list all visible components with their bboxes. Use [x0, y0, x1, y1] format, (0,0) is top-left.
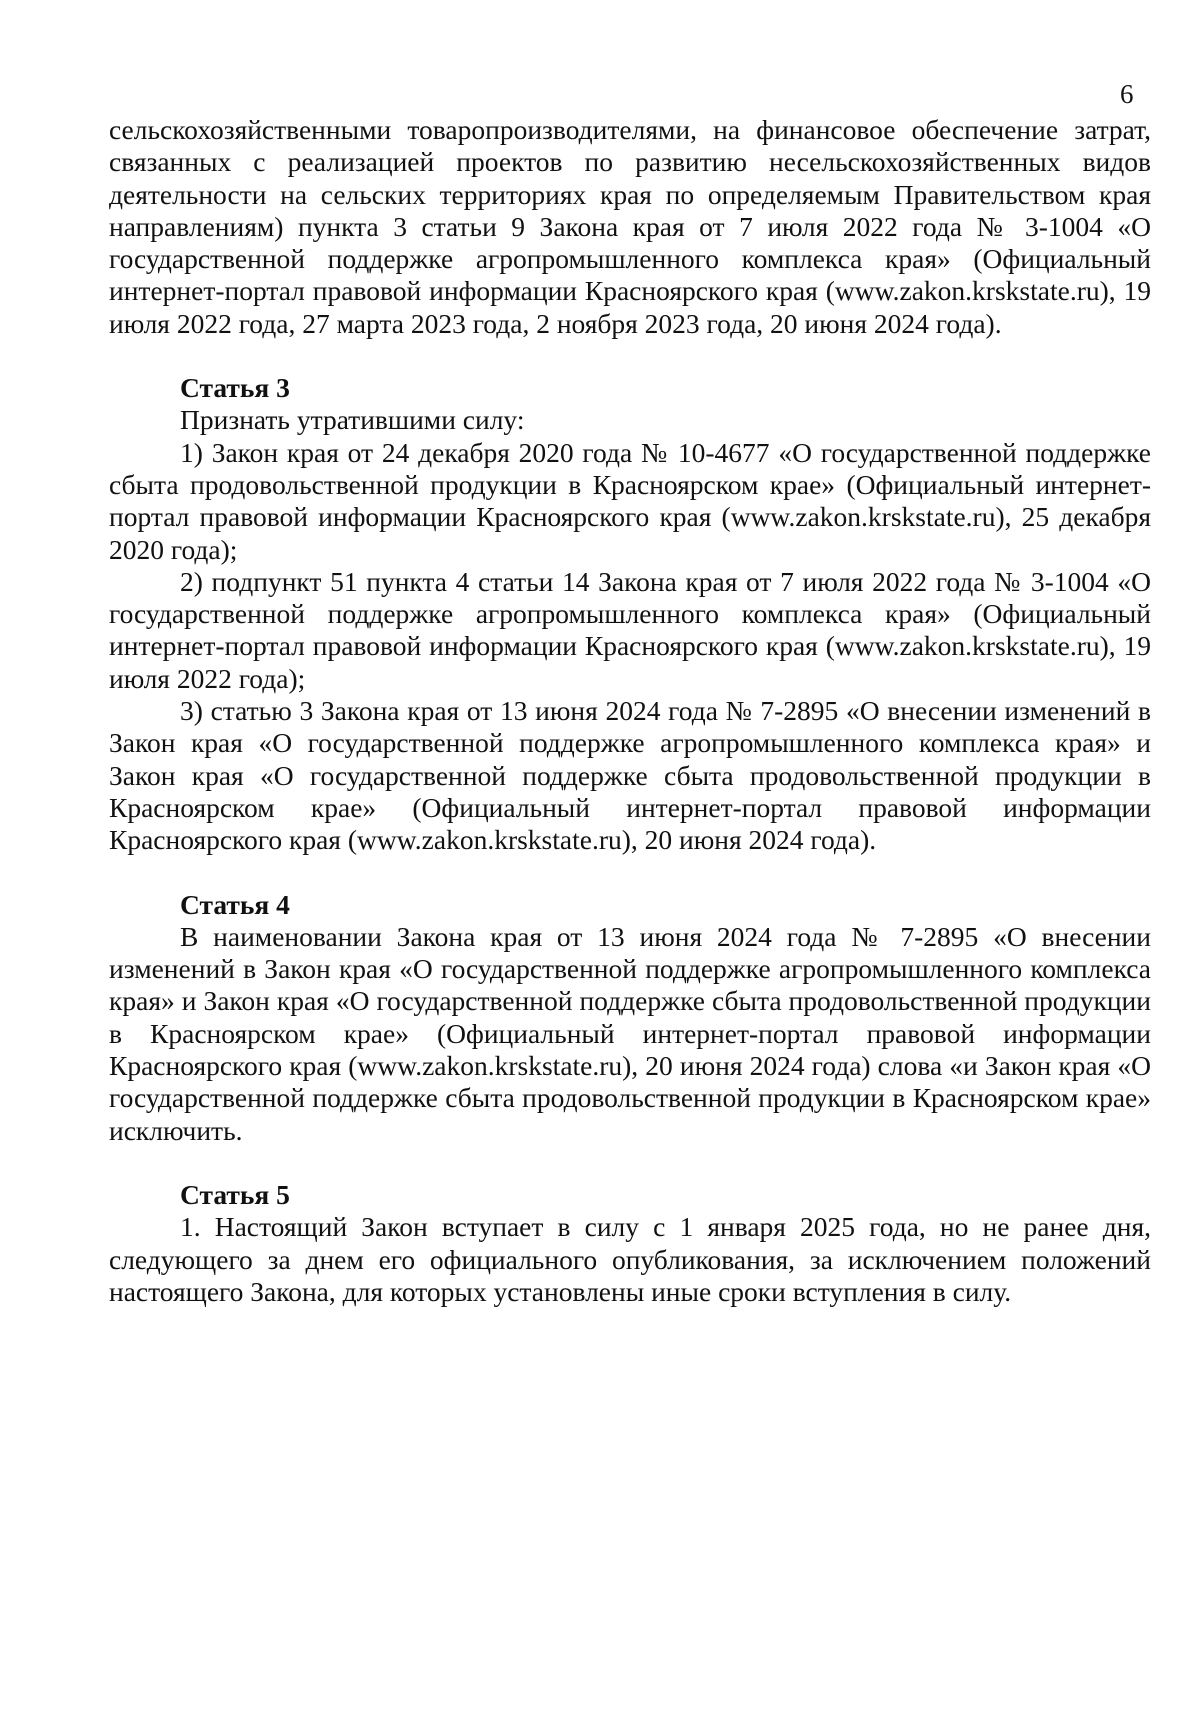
article-4-title: Статья 4	[180, 888, 290, 920]
document-body	[109, 114, 1151, 1308]
spacer	[109, 340, 1151, 372]
article-4	[109, 889, 1151, 1147]
spacer	[109, 1147, 1151, 1179]
article-3-lead: Признать утратившими силу:	[180, 404, 525, 436]
article-3-title: Статья 3	[180, 372, 290, 404]
article-3	[109, 372, 1151, 856]
article-3-item-1: 1) Закон края от 24 декабря 2020 года № 10-4677 «О государственной поддержке сбыта продовольственной продукции в Красноярском крае» (Официальный интернет-портал правовой информации Красноярского края (www.zakon.krskstate.ru), 25 декабря 2020 года);	[109, 436, 1151, 565]
article-5	[109, 1179, 1151, 1308]
page-number: 6	[1120, 79, 1134, 109]
article-5-text: 1. Настоящий Закон вступает в силу с 1 января 2025 года, но не ранее дня, следующего за днем его официального опубликования, за исключением положений настоящего Закона, для которых установлены иные сроки вступления в силу.	[109, 1211, 1151, 1307]
article-4-text: В наименовании Закона края от 13 июня 2024 года № 7-2895 «О внесении изменений в Закон края «О государственной поддержке агропромышленного комплекса края» и Закон края «О государственной поддержке сбыта продовольственной продукции в Красноярском крае» (Официальный интернет-портал правовой информации Красноярского края (www.zakon.krskstate.ru), 20 июня 2024 года) слова «и Закон края «О государственной поддержке сбыта продовольственной продукции в Красноярском крае» исключить.	[109, 920, 1151, 1146]
article-5-title: Статья 5	[180, 1178, 290, 1210]
article-3-item-3: 3) статью 3 Закона края от 13 июня 2024 года № 7-2895 «О внесении изменений в Закон края «О государственной поддержке агропромышленного комплекса края» и Закон края «О государственной поддержке сбыта продовольственной продукции в Красноярском крае» (Официальный интернет-портал правовой информации Красноярского края (www.zakon.krskstate.ru), 20 июня 2024 года).	[109, 695, 1151, 856]
spacer	[109, 857, 1151, 889]
article-3-item-2: 2) подпункт 51 пункта 4 статьи 14 Закона края от 7 июля 2022 года № 3-1004 «О государственной поддержке агропромышленного комплекса края» (Официальный интернет-портал правовой информации Красноярского края (www.zakon.krskstate.ru), 19 июля 2022 года);	[109, 565, 1151, 694]
intro-paragraph: сельскохозяйственными товаропроизводителями, на финансовое обеспечение затрат, связанных с реализацией проектов по развитию несельскохозяйственных видов деятельности на сельских территориях края по определяемым Правительством края направлениям) пункта 3 статьи 9 Закона края от 7 июля 2022 года № 3-1004 «О государственной поддержке агропромышленного комплекса края» (Официальный интернет-портал правовой информации Красноярского края (www.zakon.krskstate.ru), 19 июля 2022 года, 27 марта 2023 года, 2 ноября 2023 года, 20 июня 2024 года).	[109, 114, 1151, 339]
